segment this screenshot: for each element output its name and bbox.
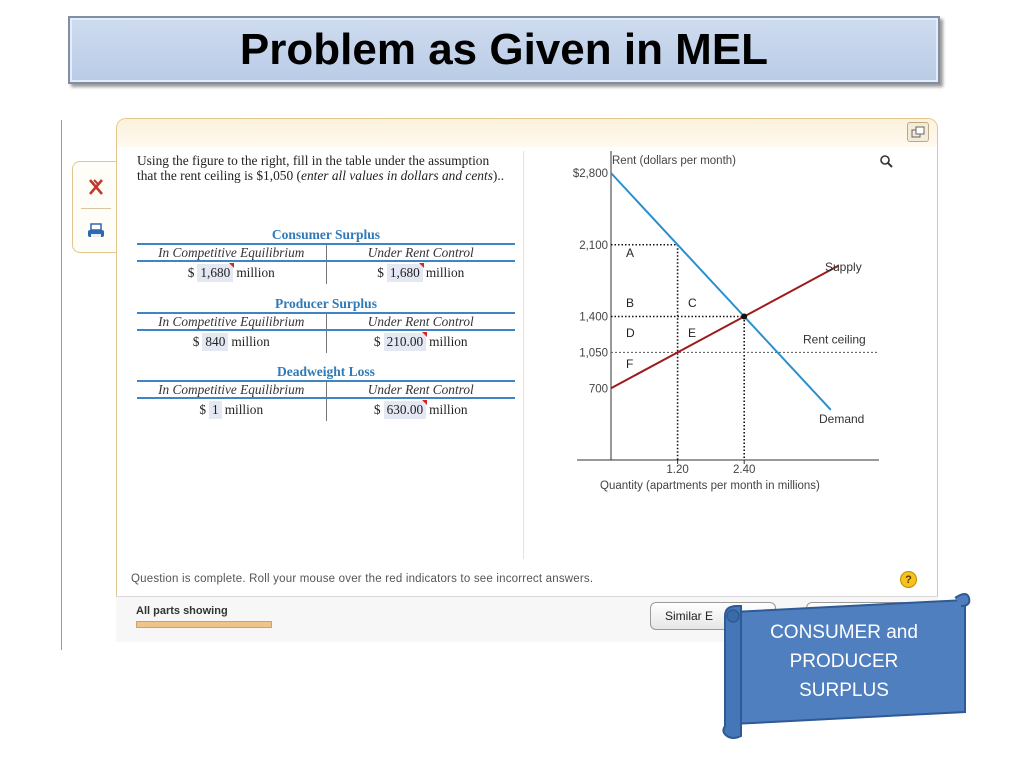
x-tick-label: 2.40 <box>733 464 756 476</box>
unit-label: million <box>425 265 465 280</box>
unit-label: million <box>236 265 275 280</box>
table-cell <box>137 399 327 421</box>
series-supply-line <box>611 266 839 389</box>
dollar-sign: $ <box>377 265 384 280</box>
callout-line: SURPLUS <box>799 680 889 701</box>
answer-box[interactable]: 210.00 <box>384 333 427 351</box>
print-icon[interactable] <box>83 218 109 244</box>
panel-divider <box>523 151 524 559</box>
x-tick-label: 1.20 <box>666 464 689 476</box>
answer-box[interactable]: 840 <box>202 333 228 351</box>
unit-label: million <box>224 402 264 417</box>
equilibrium-point <box>741 314 747 320</box>
table-header <box>137 380 515 399</box>
column-header: In Competitive Equilibrium <box>137 314 327 329</box>
column-header: Under Rent Control <box>367 245 474 260</box>
table-cell <box>137 262 327 284</box>
progress-bar <box>136 621 272 628</box>
y-tick-label: 2,100 <box>579 239 608 252</box>
topic-callout <box>715 586 975 746</box>
table-row <box>137 262 515 284</box>
y-axis-label: Rent (dollars per month) <box>612 155 736 167</box>
expand-icon[interactable] <box>907 122 929 142</box>
worksheet-x-icon[interactable] <box>83 174 109 200</box>
rent-ceiling-label: Rent ceiling <box>803 332 866 347</box>
table-title: Producer Surplus <box>275 296 377 311</box>
column-header: Under Rent Control <box>367 382 474 397</box>
rent-control-chart <box>557 147 937 497</box>
parts-label: All parts showing <box>136 605 228 617</box>
area-label-c: C <box>688 296 697 310</box>
dollar-sign: $ <box>192 334 200 349</box>
column-header: Under Rent Control <box>367 314 474 329</box>
unit-label: million <box>429 402 468 417</box>
deadweight-loss-table <box>137 364 515 421</box>
slide-title-bar <box>68 16 940 84</box>
column-header: In Competitive Equilibrium <box>137 382 327 397</box>
unit-label: million <box>429 334 468 349</box>
unit-label: million <box>231 334 270 349</box>
y-tick-label: $2,800 <box>572 168 608 180</box>
area-label-b: B <box>626 296 635 310</box>
tool-separator <box>81 208 111 209</box>
dollar-sign: $ <box>373 334 381 349</box>
status-message: Question is complete. Roll your mouse over the red indicators to see incorrect answers. <box>131 573 594 585</box>
panel-topbar <box>117 119 937 147</box>
instruction-italic: enter all values in dollars and cents <box>301 168 493 183</box>
demand-label: Demand <box>819 412 865 426</box>
answer-box[interactable]: 1 <box>209 401 222 419</box>
left-divider <box>61 120 62 650</box>
instruction-end: ).. <box>492 168 505 183</box>
area-label-d: D <box>626 326 635 340</box>
y-tick-label: 1,400 <box>579 311 608 324</box>
table-header <box>137 243 515 262</box>
table-cell <box>137 331 327 353</box>
table-cell <box>327 331 516 353</box>
similar-exercise-button[interactable]: Similar E <box>650 602 776 630</box>
zoom-icon[interactable] <box>881 156 892 167</box>
table-header <box>137 312 515 331</box>
supply-label: Supply <box>825 260 862 274</box>
question-instruction <box>137 153 511 183</box>
table-cell <box>327 262 516 284</box>
answer-box[interactable]: 1,680 <box>387 264 423 282</box>
column-header: In Competitive Equilibrium <box>137 245 327 260</box>
table-row <box>137 331 515 353</box>
y-tick-label: 700 <box>588 383 608 396</box>
table-title: Deadweight Loss <box>277 364 375 379</box>
callout-line: PRODUCER <box>789 651 899 672</box>
producer-surplus-table <box>137 296 515 353</box>
answer-box[interactable]: 630.00 <box>384 401 427 419</box>
consumer-surplus-table <box>137 227 515 284</box>
area-label-f: F <box>626 357 634 371</box>
area-label-e: E <box>688 326 697 340</box>
table-cell <box>327 399 516 421</box>
dollar-sign: $ <box>199 402 207 417</box>
dollar-sign: $ <box>373 402 381 417</box>
callout-text <box>739 618 949 705</box>
y-tick-label: 1,050 <box>579 347 608 360</box>
answer-box[interactable]: 1,680 <box>197 264 233 282</box>
dollar-sign: $ <box>187 265 195 280</box>
area-label-a: A <box>626 246 635 260</box>
help-icon[interactable]: ? <box>900 571 917 588</box>
table-row <box>137 399 515 421</box>
x-axis-label: Quantity (apartments per month in millions) <box>600 480 820 492</box>
instruction-text: Using the figure to the right, fill in the table under the assumption that the rent ceiling is $1,050 ( <box>137 153 490 183</box>
table-title: Consumer Surplus <box>271 227 381 242</box>
question-panel <box>116 118 938 596</box>
tool-strip <box>72 161 118 253</box>
slide-title: Problem as Given in MEL <box>239 25 769 74</box>
series-demand-line <box>611 173 831 410</box>
callout-line: CONSUMER and <box>770 622 918 643</box>
